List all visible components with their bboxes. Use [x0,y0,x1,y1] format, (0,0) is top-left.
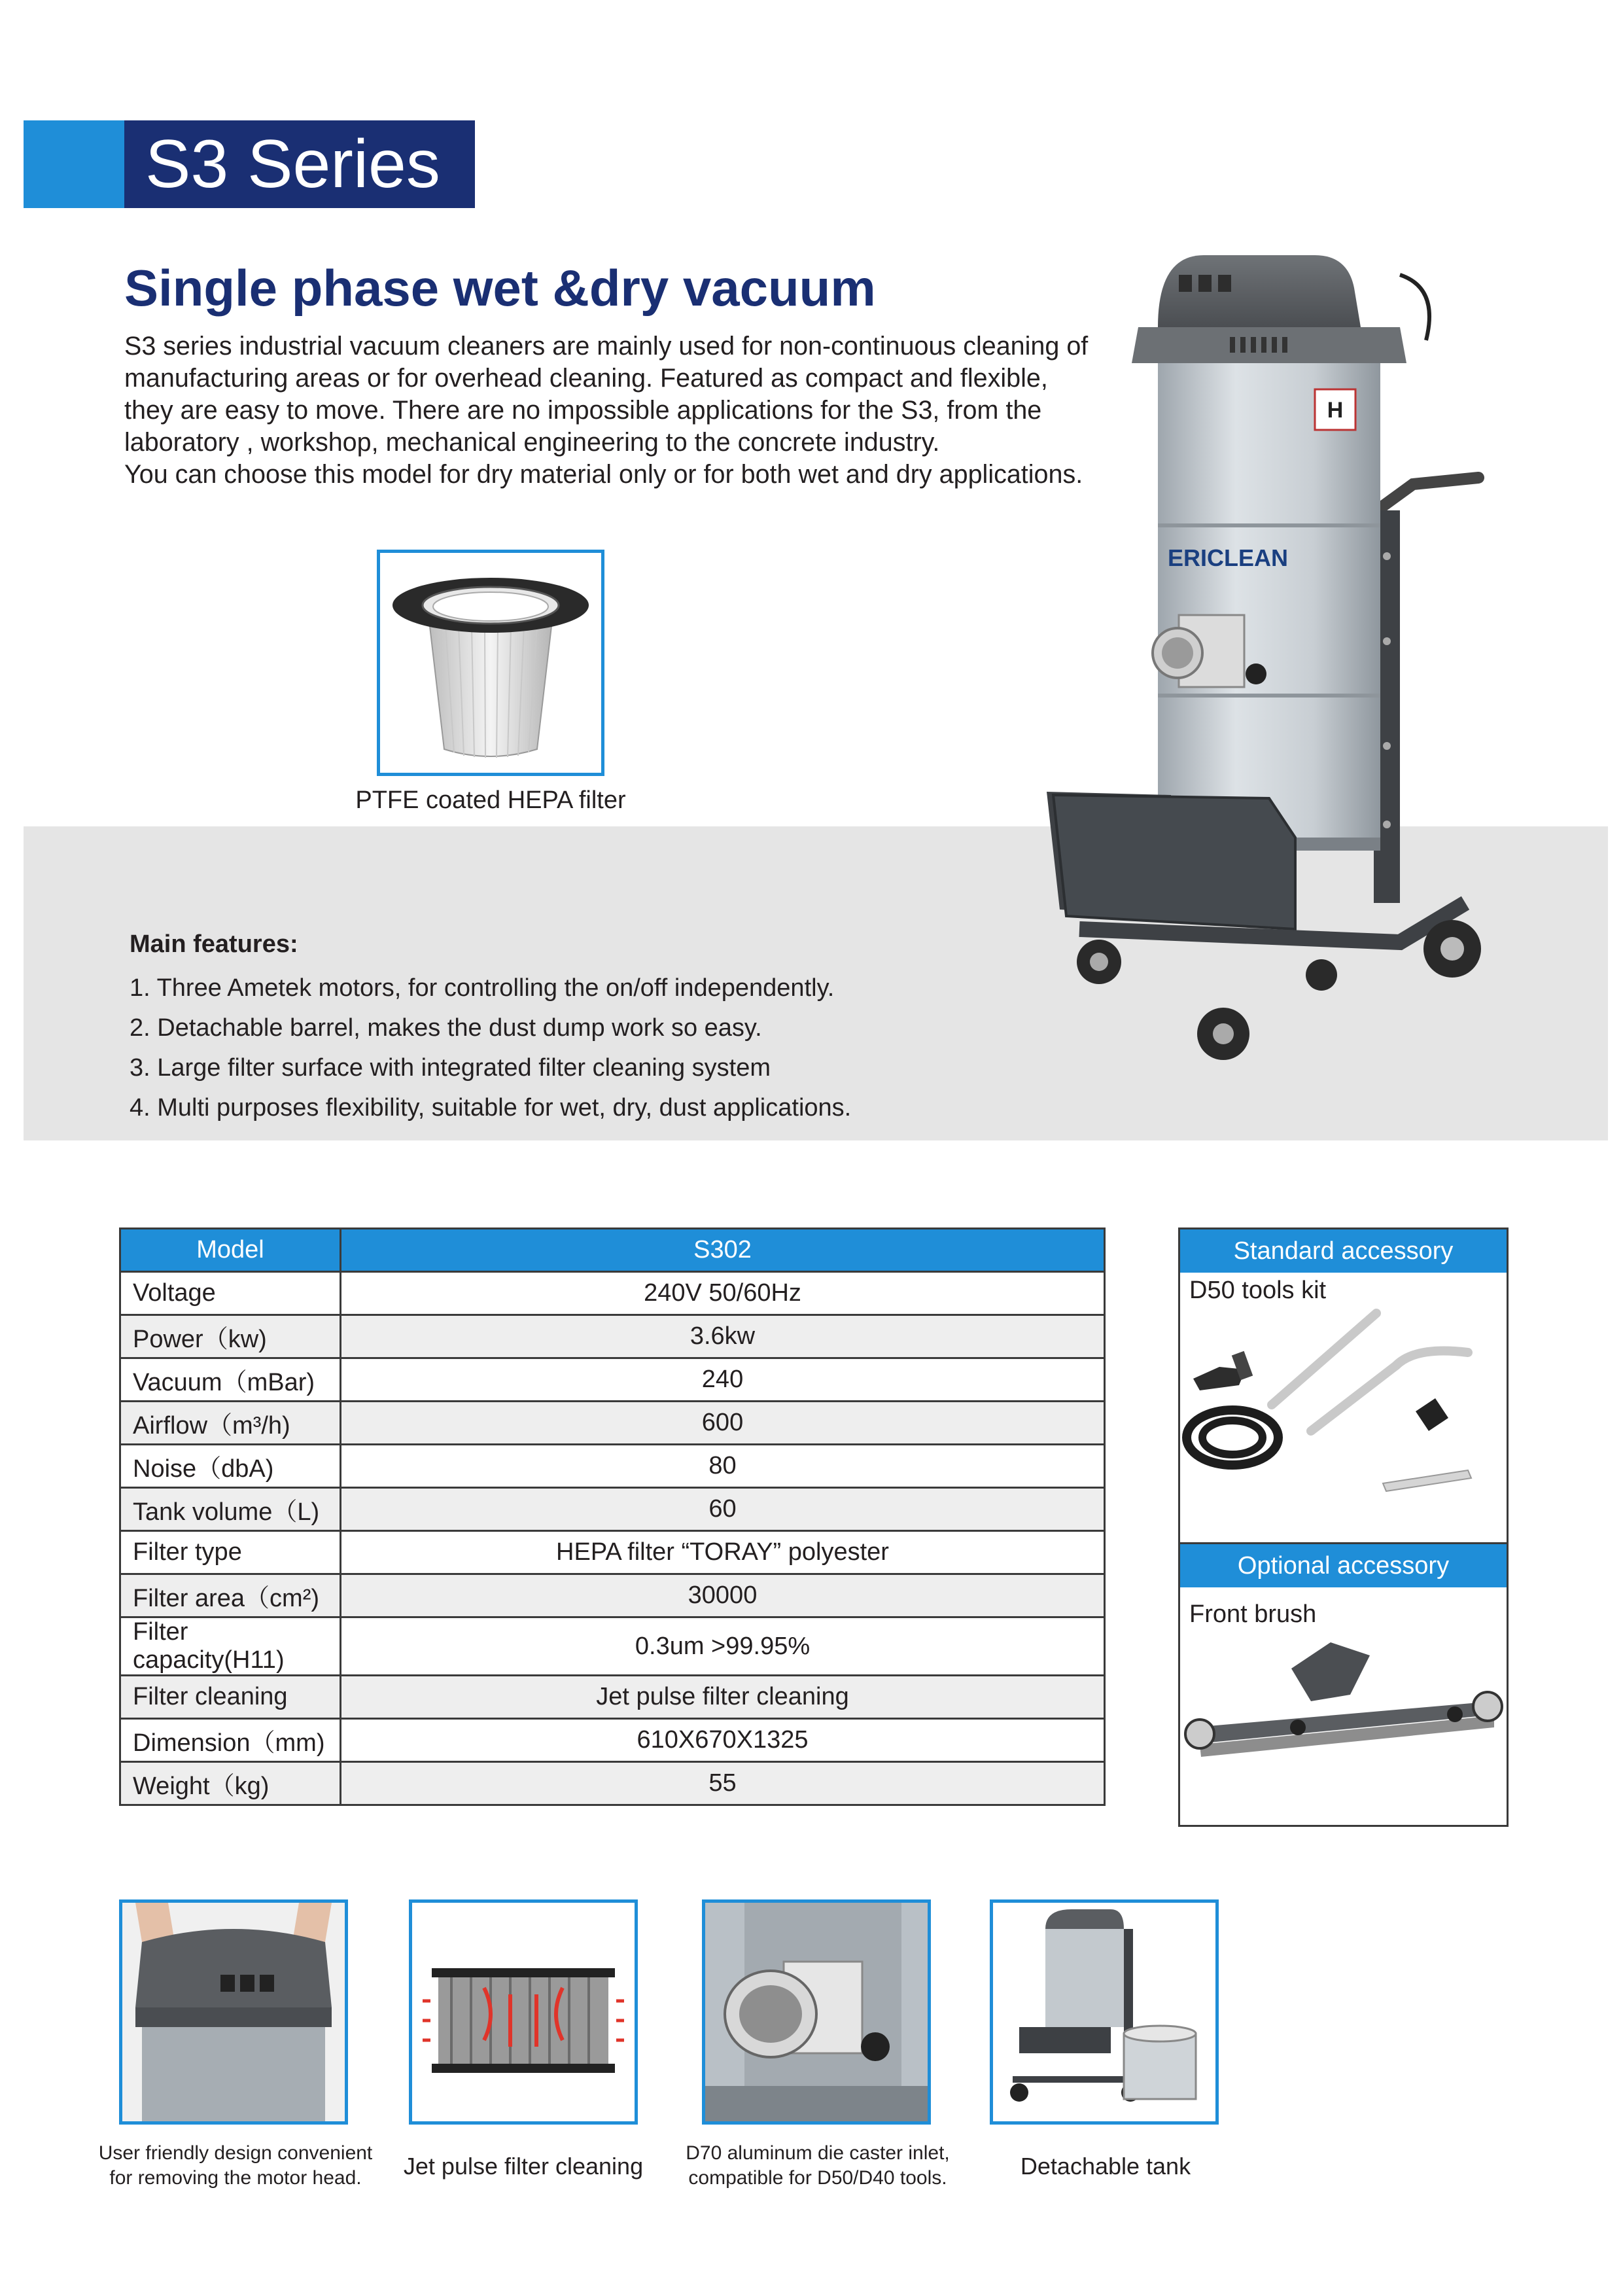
feature-caption: Detachable tank [1020,2153,1191,2180]
spec-value: 0.3um >99.95% [341,1617,1105,1676]
feature-photo-inlet [702,1899,931,2125]
spec-value: Jet pulse filter cleaning [341,1676,1105,1719]
motor-head-icon [122,1903,345,2121]
brand-logo: ERICLEAN [1168,544,1289,571]
front-brush-icon [1180,1629,1507,1826]
spec-value: 240 [341,1358,1105,1402]
optional-accessory-item: Front brush [1189,1600,1317,1628]
vacuum-product-image [1007,249,1531,1073]
intro-line: laboratory , workshop, mechanical engineering to the concrete industry. [124,428,940,457]
hepa-filter-image [377,550,604,776]
table-row [120,1617,1105,1676]
spec-header-value: S302 [341,1229,1105,1272]
table-row [120,1574,1105,1617]
spec-label: Weight（kg) [120,1762,341,1805]
standard-accessory-item: D50 tools kit [1189,1277,1327,1304]
tools-kit-icon [1180,1307,1507,1542]
feature-caption [98,2141,373,2191]
detachable-tank-icon [993,1903,1215,2121]
feature-item: 4. Multi purposes flexibility, suitable for wet, dry, dust applications. [130,1094,852,1122]
series-title: S3 Series [145,126,440,202]
spec-label: Airflow（m³/h) [120,1402,341,1445]
table-row [120,1762,1105,1805]
spec-label: Noise（dbA) [120,1445,341,1488]
intro-paragraph [124,330,1089,491]
optional-accessory-box [1178,1542,1509,1827]
spec-value: 55 [341,1762,1105,1805]
feature-caption-line: User friendly design convenient [98,2142,373,2164]
table-row [120,1272,1105,1315]
features-title: Main features: [130,930,298,958]
spec-label: Filter area（cm²) [120,1574,341,1617]
feature-photo-detachable-tank [990,1899,1219,2125]
spec-value: 610X670X1325 [341,1719,1105,1762]
spec-value: 60 [341,1488,1105,1531]
spec-table [119,1227,1106,1806]
product-headline: Single phase wet &dry vacuum [124,259,876,317]
table-row [120,1676,1105,1719]
table-row [120,1719,1105,1762]
spec-label: Dimension（mm) [120,1719,341,1762]
table-row [120,1315,1105,1358]
spec-value: 3.6kw [341,1315,1105,1358]
spec-label: Vacuum（mBar) [120,1358,341,1402]
spec-value: 30000 [341,1574,1105,1617]
table-row [120,1531,1105,1574]
intro-line: You can choose this model for dry material only or for both wet and dry applications. [124,460,1083,489]
inlet-icon [705,1903,928,2121]
feature-caption-line: D70 aluminum die caster inlet, [686,2142,950,2164]
spec-value: 80 [341,1445,1105,1488]
vacuum-cleaner-icon [1007,249,1531,1073]
standard-accessory-title: Standard accessory [1180,1229,1507,1273]
feature-item: 2. Detachable barrel, makes the dust dump work so easy. [130,1014,762,1042]
feature-caption [680,2141,955,2191]
features-list [130,968,851,1128]
standard-accessory-box [1178,1227,1509,1544]
jet-pulse-filter-icon [412,1903,635,2121]
table-row [120,1488,1105,1531]
table-row [120,1358,1105,1402]
intro-line: they are easy to move. There are no impossible applications for the S3, from the [124,396,1042,425]
spec-label: Power（kw) [120,1315,341,1358]
optional-accessory-title: Optional accessory [1180,1544,1507,1587]
spec-label: Tank volume（L) [120,1488,341,1531]
feature-caption-line: compatible for D50/D40 tools. [688,2167,947,2189]
spec-value: 600 [341,1402,1105,1445]
spec-label: Filter capacity(H11) [120,1617,341,1676]
feature-photo-jet-pulse [409,1899,638,2125]
feature-caption: Jet pulse filter cleaning [403,2153,644,2180]
hepa-filter-caption: PTFE coated HEPA filter [355,786,626,814]
spec-value: HEPA filter “TORAY” polyester [341,1531,1105,1574]
table-row [120,1445,1105,1488]
feature-photo-motor-head [119,1899,348,2125]
intro-line: manufacturing areas or for overhead cleaning. Featured as compact and flexible, [124,364,1048,393]
header-accent-bar [24,120,124,208]
spec-label: Voltage [120,1272,341,1315]
spec-value: 240V 50/60Hz [341,1272,1105,1315]
feature-item: 3. Large filter surface with integrated filter cleaning system [130,1054,771,1082]
hepa-filter-icon [380,553,601,773]
spec-label: Filter cleaning [120,1676,341,1719]
spec-header-model: Model [120,1229,341,1272]
table-row [120,1402,1105,1445]
feature-caption-line: for removing the motor head. [109,2167,362,2189]
feature-item: 1. Three Ametek motors, for controlling the on/off independently. [130,974,835,1002]
spec-label: Filter type [120,1531,341,1574]
intro-line: S3 series industrial vacuum cleaners are mainly used for non-continuous cleaning of [124,332,1089,361]
hazard-label: H [1327,398,1344,423]
